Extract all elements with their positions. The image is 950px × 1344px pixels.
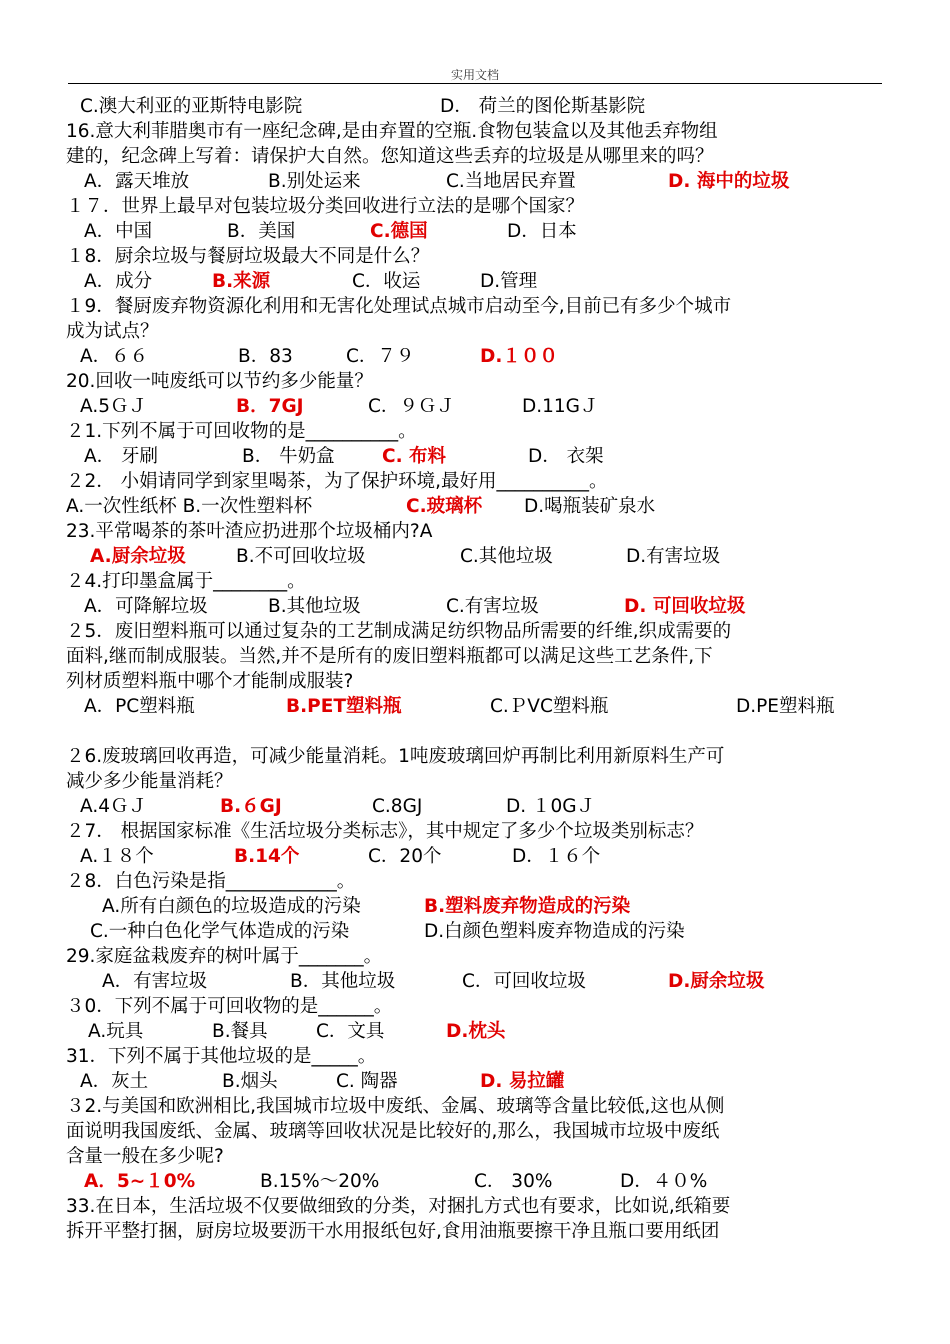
- answer-option: C． 30%: [474, 1171, 553, 1192]
- answer-option: A.１８个: [80, 846, 154, 867]
- answer-option: D． 衣架: [528, 446, 604, 467]
- question-text: ３0．下列不属于可回收物的是______。: [66, 996, 393, 1017]
- answer-option: C．20个: [368, 846, 442, 867]
- question-text: ２4.打印墨盒属于________。: [66, 571, 306, 592]
- correct-answer: B.PET塑料瓶: [286, 696, 402, 717]
- answer-option: A.玩具: [88, 1021, 144, 1042]
- answer-option: D.11GＪ: [522, 396, 599, 417]
- question-text: 20.回收一吨废纸可以节约多少能量？: [66, 371, 373, 392]
- question-text: ２2． 小娟请同学到家里喝茶，为了保护环境,最好用__________。: [66, 471, 608, 492]
- correct-answer: D.枕头: [446, 1021, 506, 1042]
- answer-option: C.澳大利亚的亚斯特电影院: [80, 96, 303, 117]
- correct-answer: C.玻璃杯: [406, 496, 483, 517]
- answer-option: D．日本: [507, 221, 577, 242]
- answer-option: D.白颜色塑料废弃物造成的污染: [424, 921, 685, 942]
- question-text: 23.平常喝茶的茶叶渣应扔进那个垃圾桶内?A: [66, 521, 433, 542]
- answer-option: D． 荷兰的图伦斯基影院: [440, 96, 646, 117]
- correct-answer: A.厨余垃圾: [90, 546, 186, 567]
- correct-answer: B．7GJ: [236, 396, 304, 417]
- question-text: １9．餐厨废弃物资源化利用和无害化处理试点城市启动至今,目前已有多少个城市: [66, 296, 732, 317]
- question-text: 33.在日本，生活垃圾不仅要做细致的分类，对捆扎方式也有要求，比如说,纸箱要: [66, 1196, 731, 1217]
- question-text: 成为试点？: [66, 321, 159, 342]
- correct-answer: D. 可回收垃圾: [624, 596, 746, 617]
- answer-option: A．６６: [80, 346, 149, 367]
- correct-answer: B.来源: [212, 271, 271, 292]
- answer-option: A．可降解垃圾: [84, 596, 208, 617]
- question-text: 建的，纪念碑上写着：请保护大自然。您知道这些丢弃的垃圾是从哪里来的吗？: [66, 146, 714, 167]
- correct-answer: B.塑料废弃物造成的污染: [424, 896, 631, 917]
- answer-option: D.有害垃圾: [626, 546, 721, 567]
- answer-option: A.所有白颜色的垃圾造成的污染: [102, 896, 361, 917]
- answer-option: A．露天堆放: [84, 171, 190, 192]
- question-text: 16.意大利菲腊奥市有一座纪念碑,是由弃置的空瓶.食物包装盒以及其他丢弃物组: [66, 121, 718, 142]
- correct-answer: C. 布料: [382, 446, 447, 467]
- correct-answer: D. 易拉罐: [480, 1071, 565, 1092]
- answer-option: A．PC塑料瓶: [84, 696, 195, 717]
- answer-option: C.8GJ: [372, 796, 423, 817]
- question-text: ２6.废玻璃回收再造，可减少能量消耗。1吨废玻璃回炉再制比利用新原料生产可: [66, 746, 725, 767]
- answer-option: C．可回收垃圾: [462, 971, 586, 992]
- answer-option: A．成分: [84, 271, 153, 292]
- question-text: 减少多少能量消耗？: [66, 771, 233, 792]
- answer-option: B．其他垃圾: [290, 971, 396, 992]
- answer-option: C.有害垃圾: [446, 596, 539, 617]
- question-text: ２5．废旧塑料瓶可以通过复杂的工艺制成满足纺织物品所需要的纤维,织成需要的: [66, 621, 732, 642]
- answer-option: A． 牙刷: [84, 446, 159, 467]
- correct-answer: B.６GJ: [220, 796, 282, 817]
- answer-option: C.ＰVC塑料瓶: [490, 696, 609, 717]
- answer-option: A.一次性纸杯 B.一次性塑料杯: [66, 496, 313, 517]
- correct-answer: A．5~１0%: [84, 1171, 196, 1192]
- question-text: 含量一般在多少呢?: [66, 1146, 224, 1167]
- answer-option: D．１６个: [512, 846, 601, 867]
- answer-option: B.不可回收垃圾: [236, 546, 366, 567]
- answer-option: C．文具: [316, 1021, 385, 1042]
- answer-option: D. １0GＪ: [506, 796, 596, 817]
- question-text: 31．下列不属于其他垃圾的是_____。: [66, 1046, 377, 1067]
- page-header: 实用文档: [450, 68, 499, 82]
- answer-option: A．中国: [84, 221, 153, 242]
- answer-option: C.一种白色化学气体造成的污染: [90, 921, 350, 942]
- answer-option: A.5ＧＪ: [80, 396, 147, 417]
- answer-option: A.4ＧＪ: [80, 796, 147, 817]
- answer-option: C.其他垃圾: [460, 546, 553, 567]
- question-text: １７．世界上最早对包装垃圾分类回收进行立法的是哪个国家？: [66, 196, 585, 217]
- question-text: ２7． 根据国家标准《生活垃圾分类标志》，其中规定了多少个垃圾类别标志？: [66, 821, 704, 842]
- answer-option: B.烟头: [222, 1071, 278, 1092]
- question-text: ２8．白色污染是指____________。: [66, 871, 356, 892]
- question-text: １8．厨余垃圾与餐厨垃圾最大不同是什么？: [66, 246, 430, 267]
- question-text: 面说明我国废纸、金属、玻璃等回收状况是比较好的,那么，我国城市垃圾中废纸: [66, 1121, 720, 1142]
- question-text: 列材质塑料瓶中哪个才能制成服装?: [66, 671, 354, 692]
- answer-option: C．７９: [346, 346, 415, 367]
- answer-option: B.其他垃圾: [268, 596, 361, 617]
- header-rule: [68, 83, 882, 84]
- question-text: ３2.与美国和欧洲相比,我国城市垃圾中废纸、金属、玻璃等含量比较低,这也从侧: [66, 1096, 725, 1117]
- answer-option: B． 牛奶盒: [242, 446, 335, 467]
- answer-option: D．４０%: [620, 1171, 708, 1192]
- question-text: 拆开平整打捆，厨房垃圾要沥干水用报纸包好,食用油瓶要擦干净且瓶口要用纸团: [66, 1221, 720, 1242]
- correct-answer: B.14个: [234, 846, 300, 867]
- answer-option: D.管理: [480, 271, 538, 292]
- question-text: 面料,继而制成服装。当然,并不是所有的废旧塑料瓶都可以满足这些工艺条件,下: [66, 646, 713, 667]
- correct-answer: D. 海中的垃圾: [668, 171, 790, 192]
- correct-answer: C.德国: [370, 221, 428, 242]
- question-text: ２1.下列不属于可回收物的是__________。: [66, 421, 417, 442]
- correct-answer: D.厨余垃圾: [668, 971, 765, 992]
- answer-option: B．美国: [227, 221, 296, 242]
- answer-option: C．收运: [352, 271, 421, 292]
- answer-option: B.别处运来: [268, 171, 361, 192]
- answer-option: D.PE塑料瓶: [736, 696, 835, 717]
- answer-option: A．有害垃圾: [102, 971, 208, 992]
- answer-option: C．９ＧＪ: [368, 396, 455, 417]
- answer-option: C.当地居民弃置: [446, 171, 576, 192]
- answer-option: B．83: [238, 346, 293, 367]
- answer-option: A．灰土: [80, 1071, 149, 1092]
- correct-answer: D.１００: [480, 346, 558, 367]
- question-text: 29.家庭盆栽废弃的树叶属于_______。: [66, 946, 383, 967]
- answer-option: D.喝瓶装矿泉水: [524, 496, 656, 517]
- answer-option: C. 陶器: [336, 1071, 398, 1092]
- answer-option: B.餐具: [212, 1021, 268, 1042]
- answer-option: B.15%～20%: [260, 1171, 380, 1192]
